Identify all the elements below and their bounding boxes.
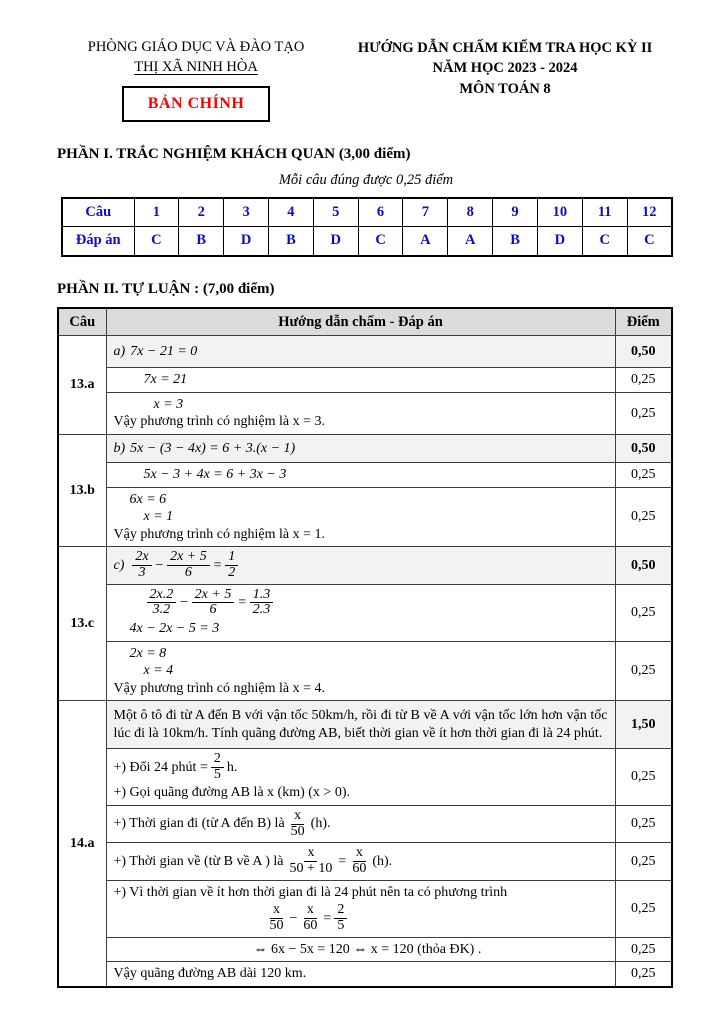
score-cell: 0,50 [615, 335, 672, 368]
score-cell: 0,25 [615, 641, 672, 701]
fraction: $\frac{2x + 5}{6}$ [192, 588, 235, 618]
question-row-label: Câu [62, 198, 134, 227]
question-number: 8 [448, 198, 493, 227]
rubric-row-13b-1 [58, 434, 672, 463]
document-header [57, 38, 675, 122]
rubric-row-14a-7 [58, 962, 672, 987]
rubric-row-13c-1 [58, 547, 672, 584]
question-number: 6 [358, 198, 403, 227]
step-text: (h). [310, 816, 331, 832]
answer-cell: D [224, 227, 269, 256]
solution-step [106, 641, 615, 701]
fraction: $\frac{2}{5}$ [211, 752, 224, 782]
answer-cell: B [179, 227, 224, 256]
item-prefix: c) [113, 557, 125, 573]
solution-step [106, 843, 615, 880]
fraction: $\frac{2x + 5}{6}$ [167, 550, 210, 580]
answer-cell: C [582, 227, 627, 256]
solution-step [106, 487, 615, 547]
question-number: 9 [493, 198, 538, 227]
solution-step [106, 805, 615, 842]
solution-step [106, 463, 615, 488]
stamp-text: BẢN CHÍNH [147, 95, 245, 113]
conversion-line [114, 752, 608, 782]
solution-step [106, 749, 615, 806]
fraction-equation [114, 588, 608, 618]
problem-statement: Một ô tô đi từ A đến B với vận tốc 50km/h, rồi đi từ B về A với vận tốc lớn hơn vận tốc lúc đi là 10km/h. Tính quãng đường AB, biết thời gian về ít hơn thời gian đi là 24 phút. [106, 701, 615, 749]
score-cell: 0,25 [615, 962, 672, 987]
fraction: $\frac{1}{2}$ [225, 550, 238, 580]
fraction-equation [114, 550, 608, 580]
step-text: +) Thời gian đi (từ A đến B) là [113, 816, 285, 832]
answer-key-table [61, 197, 673, 257]
question-number-row [62, 198, 672, 227]
operator: − [289, 910, 298, 926]
conclusion-text: Vậy phương trình có nghiệm là x = 4. [113, 680, 325, 696]
fraction: $\frac{x}{60}$ [303, 902, 318, 933]
score-cell: 0,50 [615, 434, 672, 463]
rubric-row-13a-3 [58, 392, 672, 434]
fraction: $\frac{2x}{3}$ [132, 550, 151, 580]
header-guide-col: Hướng dẫn chấm - Đáp án [106, 308, 615, 336]
fraction: $\frac{x}{50 + 10}$ [289, 845, 333, 877]
question-number: 7 [403, 198, 448, 227]
rubric-row-13a-2 [58, 368, 672, 393]
issuing-office-block [57, 38, 335, 122]
item-prefix: a) [113, 343, 126, 359]
question-number: 3 [224, 198, 269, 227]
score-cell: 0,25 [615, 463, 672, 488]
score-cell: 0,25 [615, 368, 672, 393]
rubric-row-13b-3 [58, 487, 672, 547]
document-title-line2: NĂM HỌC 2023 - 2024 [432, 60, 578, 77]
fraction: $\frac{2x.2}{3.2}$ [147, 588, 177, 618]
score-cell: 1,50 [615, 701, 672, 749]
score-cell: 0,25 [615, 584, 672, 641]
conclusion-text: Vậy phương trình có nghiệm là x = 1. [113, 526, 325, 542]
answer-row-label: Đáp án [62, 227, 134, 256]
document-title-line3: MÔN TOÁN 8 [459, 80, 551, 97]
solution-step [106, 392, 615, 434]
question-number: 5 [313, 198, 358, 227]
question-label-13c: 13.c [58, 547, 106, 701]
answer-cell: C [627, 227, 672, 256]
part1-title: PHẦN I. TRẮC NGHIỆM KHÁCH QUAN (3,00 điểm) [57, 145, 411, 162]
rubric-row-13a-1 [58, 335, 672, 368]
conclusion-text: Vậy quãng đường AB dài 120 km. [106, 962, 615, 987]
answer-cell: A [448, 227, 493, 256]
answer-cell: B [268, 227, 313, 256]
score-cell: 0,25 [615, 487, 672, 547]
equation: 4x − 2x − 5 = 3 [129, 621, 220, 637]
solution-step [106, 547, 615, 584]
item-prefix: b) [113, 440, 126, 456]
operator: = [323, 910, 332, 926]
score-cell: 0,25 [615, 805, 672, 842]
rubric-row-14a-3 [58, 805, 672, 842]
travel-time-line [114, 809, 608, 839]
solution-step [106, 434, 615, 463]
rubric-row-14a-4 [58, 843, 672, 880]
fraction: $\frac{1.3}{2.3}$ [250, 588, 274, 618]
question-number: 2 [179, 198, 224, 227]
office-name-line1: PHÒNG GIÁO DỤC VÀ ĐÀO TẠO [87, 39, 305, 55]
step-text: (h). [372, 853, 393, 869]
solution-step [106, 584, 615, 641]
step-text: +) Vì thời gian về ít hơn thời gian đi là 24 phút nên ta có phương trình [113, 884, 508, 900]
score-cell: 0,25 [615, 843, 672, 880]
rubric-row-14a-1 [58, 701, 672, 749]
score-cell: 0,25 [615, 937, 672, 962]
question-number: 12 [627, 198, 672, 227]
solution-step [106, 368, 615, 393]
equation: 6x = 6 [129, 491, 167, 507]
official-copy-stamp [122, 86, 271, 122]
score-cell: 0,25 [615, 880, 672, 937]
answer-cell: B [493, 227, 538, 256]
answer-cell: A [403, 227, 448, 256]
office-name-line2: THỊ XÃ NINH HÒA [134, 58, 258, 75]
step-text: +) Đổi 24 phút = [113, 759, 208, 775]
fraction: $\frac{x}{60}$ [352, 845, 367, 877]
header-question-col: Câu [58, 308, 106, 336]
rubric-row-13c-3 [58, 641, 672, 701]
question-number: 1 [134, 198, 179, 227]
question-number: 11 [582, 198, 627, 227]
rubric-row-14a-2 [58, 749, 672, 806]
main-equation [114, 903, 608, 933]
equation: x = 3 [153, 396, 184, 412]
document-title-block [335, 38, 675, 122]
step-text: +) Thời gian về (từ B về A ) là [113, 853, 284, 869]
fraction: $\frac{x}{50}$ [269, 902, 284, 933]
operator: = [237, 595, 247, 611]
operator: = [212, 557, 223, 573]
question-label-14a: 14.a [58, 701, 106, 987]
equation: 5x − (3 − 4x) = 6 + 3.(x − 1) [130, 440, 296, 456]
answer-cell: C [134, 227, 179, 256]
rubric-header-row [58, 308, 672, 336]
answer-cell: C [358, 227, 403, 256]
rubric-row-13b-2 [58, 463, 672, 488]
equation: x = 4 [143, 663, 174, 679]
equation: 5x − 3 + 4x = 6 + 3x − 3 [143, 467, 287, 483]
solution-step [106, 880, 615, 937]
header-score-col: Điểm [615, 308, 672, 336]
step-text: h. [226, 759, 238, 775]
fraction: $\frac{2}{5}$ [334, 903, 347, 933]
part1-subtitle: Mỗi câu đúng được 0,25 điểm [278, 171, 454, 188]
part2-title: PHẦN II. TỰ LUẬN : (7,00 điểm) [57, 280, 275, 297]
solution-step [106, 937, 615, 962]
rubric-row-14a-6 [58, 937, 672, 962]
equation: x = 1 [143, 509, 174, 525]
answer-cell: D [537, 227, 582, 256]
return-time-line [114, 846, 608, 876]
document-title-line1: HƯỚNG DẪN CHẤM KIỂM TRA HỌC KỲ II [357, 40, 653, 56]
equation: ⇔ 6x − 5x = 120 ⇔ x = 120 (thỏa ĐK) . [253, 941, 482, 957]
answer-row [62, 227, 672, 256]
equation: 7x − 21 = 0 [130, 343, 198, 359]
rubric-row-13c-2 [58, 584, 672, 641]
operator: − [154, 557, 165, 573]
question-label-13a: 13.a [58, 335, 106, 434]
rubric-row-14a-5 [58, 880, 672, 937]
question-label-13b: 13.b [58, 434, 106, 547]
equation: 2x = 8 [129, 645, 167, 661]
question-number: 4 [268, 198, 313, 227]
answer-cell: D [313, 227, 358, 256]
step-text: +) Gọi quãng đường AB là x (km) (x > 0). [113, 785, 350, 801]
solution-step [106, 335, 615, 368]
question-number: 10 [537, 198, 582, 227]
score-cell: 0,25 [615, 749, 672, 806]
conclusion-text: Vậy phương trình có nghiệm là x = 3. [113, 414, 325, 430]
score-cell: 0,25 [615, 392, 672, 434]
operator: − [179, 595, 189, 611]
fraction: $\frac{x}{50}$ [290, 807, 305, 839]
operator: = [338, 853, 347, 869]
score-cell: 0,50 [615, 547, 672, 584]
grading-rubric-table [57, 307, 673, 988]
equation: 7x = 21 [143, 372, 188, 388]
